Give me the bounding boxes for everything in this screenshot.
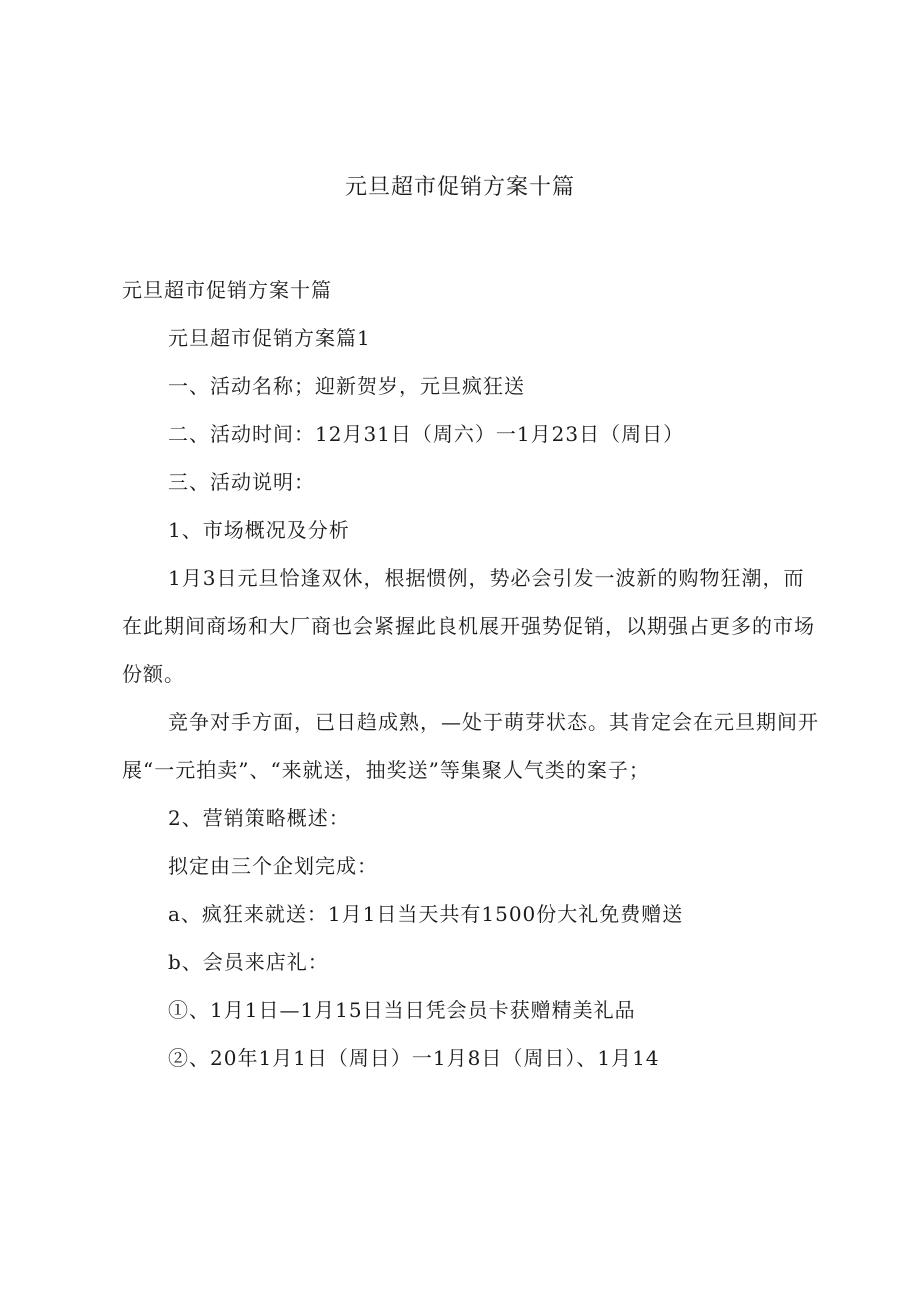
paragraph-activity-description: 三、活动说明： xyxy=(168,470,315,494)
paragraph-competitors: 竞争对手方面，已日趋成熟，—处于萌芽状态。其肯定会在元旦期间开展“一元拍卖”、“来就送，抽奖送”等集聚人气类的案子； xyxy=(122,710,819,782)
paragraph-item-b: b、会员来店礼： xyxy=(168,950,329,974)
paragraph-market-overview: 1、市场概况及分析 xyxy=(168,518,350,542)
paragraph-market-analysis: 1月3日元旦恰逢双休，根据惯例，势必会引发一波新的购物狂潮，而在此期间商场和大厂商也会紧握此良机展开强势促销，以期强占更多的市场份额。 xyxy=(122,566,815,686)
paragraph-item-1: ①、1月1日—1月15日当日凭会员卡获赠精美礼品 xyxy=(168,998,636,1022)
paragraph-strategy-heading: 2、营销策略概述： xyxy=(168,806,350,830)
paragraph-item-a: a、疯狂来就送：1月1日当天共有1500份大礼免费赠送 xyxy=(168,902,684,926)
paragraph-strategy-intro: 拟定由三个企划完成： xyxy=(168,854,378,878)
paragraph-subtitle: 元旦超市促销方案十篇 xyxy=(122,278,332,302)
paragraph-section-heading: 元旦超市促销方案篇1 xyxy=(168,326,371,350)
paragraph-activity-time: 二、活动时间：12月31日（周六）一1月23日（周日） xyxy=(168,422,685,446)
paragraph-activity-name: 一、活动名称；迎新贺岁，元旦疯狂送 xyxy=(168,374,525,398)
paragraph-item-2: ②、20年1月1日（周日）一1月8日（周日）、1月14 xyxy=(168,1046,660,1070)
page-title: 元旦超市促销方案十篇 xyxy=(344,175,575,200)
document-body xyxy=(122,266,822,1082)
